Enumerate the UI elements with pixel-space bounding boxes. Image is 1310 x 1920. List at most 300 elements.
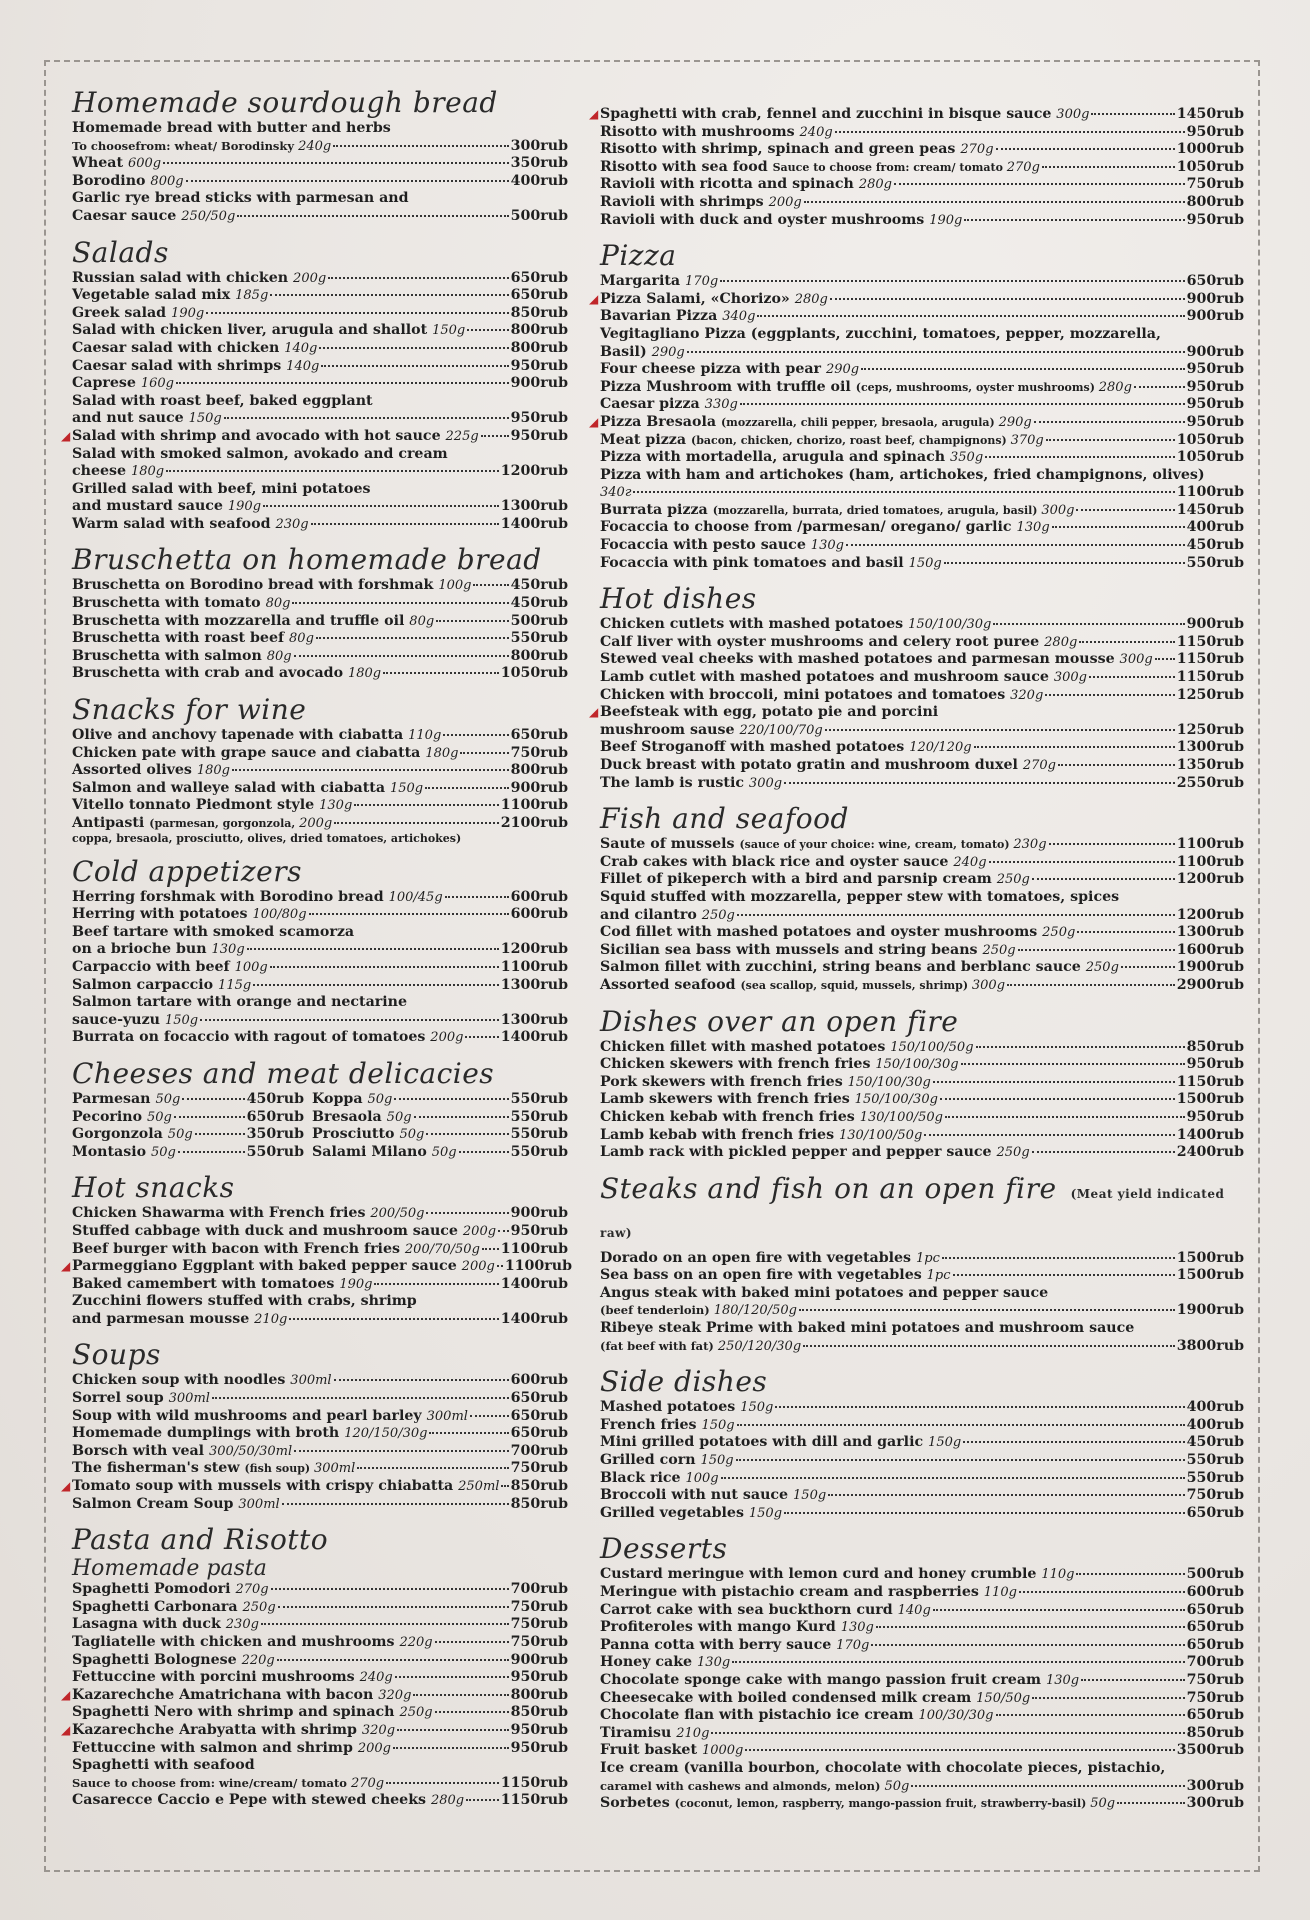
menu-item-spaghetti-with-crab-fennel-and-zucchini-[interactable]	[589, 106, 1244, 124]
menu-item-caesar-salad-with-chicken[interactable]	[72, 340, 568, 358]
item-weight: 80g	[409, 613, 435, 629]
item-name: Lasagna with duck 230g	[72, 1616, 259, 1633]
dot-leader	[270, 294, 508, 296]
item-name-line: Ice cream (vanilla bourbon, chocolate with chocolate pieces, pistachio,	[600, 1759, 1166, 1776]
menu-item-focaccia-with-pesto-sauce[interactable]	[600, 537, 1244, 555]
menu-item-fettuccine-with-porcini-mushrooms[interactable]	[72, 1669, 568, 1687]
item-name: Montasio 50g	[72, 1143, 176, 1160]
item-row	[72, 1634, 568, 1652]
item-name: Wheat 600g	[72, 155, 162, 172]
dot-leader	[501, 1485, 508, 1487]
menu-item-bruschetta-with-roast-beef[interactable]	[72, 630, 568, 648]
menu-item-caprese[interactable]	[72, 375, 568, 393]
menu-item-homemade-dumplings-with-broth[interactable]	[72, 1425, 568, 1443]
menu-item-chicken-cutlets-with-mashed-potatoes[interactable]	[600, 616, 1244, 634]
item-weight: 150g	[928, 1435, 962, 1451]
item-weight: 50g	[147, 1109, 172, 1125]
menu-item-homemade-bread-with-butter-and-herbs[interactable]	[72, 120, 568, 138]
item-name: and parmesan mousse 210g	[72, 1310, 288, 1327]
item-row	[72, 1775, 568, 1793]
menu-item-wheat[interactable]	[72, 155, 568, 173]
menu-item-dorado-on-an-open-fire-with-vegetables[interactable]	[600, 1250, 1244, 1268]
menu-item-borsch-with-veal[interactable]	[72, 1443, 568, 1461]
dot-leader	[465, 1036, 498, 1038]
menu-item-mini-grilled-potatoes-with-dill-and-garl[interactable]	[600, 1434, 1244, 1452]
menu-item-olive-and-anchovy-tapenade-with-ciabatta[interactable]	[72, 727, 568, 745]
item-row	[600, 176, 1244, 194]
menu-item-chicken-with-broccoli-mini-potatoes-and-[interactable]	[600, 687, 1244, 705]
section-desserts	[600, 1532, 1244, 1822]
item-weight: 270g	[960, 142, 994, 158]
menu-item-pizza-salami-chorizo[interactable]	[589, 290, 1244, 309]
menu-item-sauce-yuzu[interactable]	[72, 1012, 568, 1030]
item-price: 900rub	[510, 779, 568, 796]
menu-item-fruit-basket[interactable]	[600, 1742, 1244, 1760]
dot-leader	[253, 984, 499, 986]
item-row	[600, 106, 1244, 124]
menu-item-caesar-pizza[interactable]	[600, 396, 1244, 414]
section-gap	[600, 1813, 1244, 1823]
item-name: Salmon fillet with zucchini, string beans and berblanc sauce 250g	[600, 959, 1119, 976]
item-price: 950rub	[1186, 413, 1244, 430]
item-row	[312, 1144, 568, 1162]
menu-item-lamb-cutlet-with-mashed-potatoes-and-mus[interactable]	[600, 669, 1244, 687]
dot-leader	[426, 1133, 508, 1135]
item-weight: 320g	[361, 1722, 396, 1738]
menu-item-and-parmesan-mousse[interactable]	[72, 1311, 568, 1329]
item-price: 750rub	[510, 1634, 568, 1650]
menu-item-warm-salad-with-seafood[interactable]	[72, 516, 568, 534]
item-row	[600, 291, 1244, 309]
dot-leader	[182, 1098, 244, 1100]
menu-item-lamb-skewers-with-french-fries[interactable]	[600, 1091, 1244, 1109]
menu-item-focaccia-to-choose-from-parmesan-oregano[interactable]	[600, 519, 1244, 537]
item-name: Warm salad with seafood 230g	[72, 515, 309, 532]
menu-item-spaghetti-bolognese[interactable]	[72, 1652, 568, 1670]
menu-item-saute-of-mussels[interactable]	[600, 836, 1244, 854]
menu-item-parmeggiano-eggplant-with-baked-pepper-s[interactable]	[61, 1258, 573, 1276]
item-name: Mashed potatoes 150g	[600, 1399, 774, 1416]
item-weight: 50g	[884, 1778, 910, 1794]
menu-item-stewed-veal-cheeks-with-mashed-potatoes-[interactable]	[600, 651, 1244, 669]
menu-item-salami-milano[interactable]	[312, 1144, 568, 1162]
menu-item-borodino[interactable]	[72, 173, 568, 191]
menu-item-antipasti[interactable]	[72, 815, 568, 833]
menu-item-item[interactable]	[600, 484, 1244, 502]
section-title: Side dishes	[600, 1365, 768, 1399]
dot-leader	[1076, 1573, 1184, 1575]
menu-item-custard-meringue-with-lemon-curd-and-hon[interactable]	[600, 1566, 1244, 1584]
dot-leader	[195, 1133, 245, 1135]
item-weight: 140g	[286, 358, 320, 374]
section-gap	[72, 683, 568, 693]
menu-item-squid-stuffed-with-mozzarella-pepper-ste[interactable]	[600, 889, 1244, 907]
menu-item-black-rice[interactable]	[600, 1470, 1244, 1488]
item-row	[72, 1311, 568, 1329]
menu-item-panna-cotta-with-berry-sauce[interactable]	[600, 1637, 1244, 1655]
menu-item-beef-tenderloin[interactable]	[600, 1302, 1244, 1320]
menu-item-calf-liver-with-oyster-mushrooms-and-cel[interactable]	[600, 634, 1244, 652]
menu-item-beefsteak-with-egg-potato-pie-and-porcin[interactable]	[589, 704, 1244, 722]
menu-item-duck-breast-with-potato-gratin-and-mushr[interactable]	[600, 757, 1244, 775]
item-row	[600, 1338, 1244, 1356]
item-name: Broccoli with nut sauce 150g	[600, 1487, 827, 1504]
dot-leader	[354, 804, 499, 806]
menu-item-profiteroles-with-mango-kurd[interactable]	[600, 1619, 1244, 1637]
menu-item-meringue-with-pistachio-cream-and-raspbe[interactable]	[600, 1584, 1244, 1602]
menu-item-pizza-mushroom-with-truffle-oil[interactable]	[600, 379, 1244, 397]
menu-item-salad-with-chicken-liver-arugula-and-sha[interactable]	[72, 322, 568, 340]
item-name: Spaghetti Nero with shrimp and spinach 250g	[72, 1704, 433, 1721]
dot-leader	[212, 1397, 509, 1399]
item-weight: 250g	[701, 907, 735, 923]
item-weight: 150g	[740, 1400, 774, 1416]
dot-leader	[481, 435, 509, 437]
menu-item-lamb-kebab-with-french-fries[interactable]	[600, 1127, 1244, 1145]
menu-item-chicken-kebab-with-french-fries[interactable]	[600, 1109, 1244, 1127]
menu-item-chicken-pate-with-grape-sauce-and-ciabat[interactable]	[72, 745, 568, 763]
chili-pepper-icon: ◢	[589, 291, 599, 306]
item-weight: 200g	[462, 1223, 497, 1239]
item-weight: 150g	[700, 1453, 734, 1469]
item-row	[600, 1127, 1244, 1145]
dot-leader	[1032, 1151, 1175, 1153]
dot-leader	[270, 966, 499, 968]
dot-leader	[976, 1046, 1185, 1048]
item-name: Bruschetta with salmon 80g	[72, 647, 292, 664]
item-weight: 110g	[983, 1585, 1017, 1600]
item-price: 800rub	[510, 762, 568, 779]
menu-item-angus-steak-with-baked-mini-potatoes-and[interactable]	[600, 1285, 1244, 1303]
dot-leader	[282, 1503, 509, 1505]
menu-item-and-mustard-sauce[interactable]	[72, 498, 568, 516]
menu-item-risotto-with-mushrooms[interactable]	[600, 124, 1244, 142]
menu-item-lasagna-with-duck[interactable]	[72, 1616, 568, 1634]
menu-item-salmon-cream-soup[interactable]	[72, 1496, 568, 1514]
menu-item-bruschetta-with-crab-and-avocado[interactable]	[72, 665, 568, 683]
menu-item-burrata-on-focaccio-with-ragout-of-tomat[interactable]	[72, 1029, 568, 1047]
item-name-line: Homemade bread with butter and herbs	[72, 120, 391, 136]
item-name: on a brioche bun 130g	[72, 941, 245, 958]
item-row	[72, 1652, 568, 1670]
item-price: 1600rub	[1176, 941, 1244, 958]
menu-item-salad-with-smoked-salmon-avokado-and-cre[interactable]	[72, 446, 568, 464]
item-name: Antipasti (parmesan, gorgonzola, 200g	[72, 815, 333, 831]
menu-item-chocolate-sponge-cake-with-mango-passion[interactable]	[600, 1672, 1244, 1690]
menu-item-gorgonzola[interactable]	[72, 1126, 304, 1144]
item-name: Salad with chicken liver, arugula and shallot 150g	[72, 322, 466, 339]
item-weight: 120/150/30g	[344, 1426, 428, 1442]
menu-item-greek-salad[interactable]	[72, 305, 568, 323]
dot-leader	[436, 620, 509, 622]
item-weight: 270g	[350, 1775, 385, 1791]
menu-item-bruschetta-on-borodino-bread-with-forshm[interactable]	[72, 577, 568, 595]
dot-leader	[1018, 949, 1175, 951]
item-price: 2100rub	[500, 815, 568, 831]
menu-item-salmon-fillet-with-zucchini-string-beans[interactable]	[600, 959, 1244, 977]
item-name-line: Grilled salad with beef, mini potatoes	[72, 480, 371, 497]
menu-item-soup-with-wild-mushrooms-and-pearl-barle[interactable]	[72, 1408, 568, 1426]
menu-item-chicken-soup-with-noodles[interactable]	[72, 1372, 568, 1390]
section-gap	[72, 533, 568, 543]
menu-item-fettuccine-with-salmon-and-shrimp[interactable]	[72, 1740, 568, 1758]
menu-item-beef-tartare-with-smoked-scamorza[interactable]	[72, 924, 568, 942]
item-row	[72, 1687, 568, 1705]
item-price: 1400rub	[500, 1310, 568, 1327]
menu-item-cod-fillet-with-mashed-potatoes-and-oyst[interactable]	[600, 924, 1244, 942]
menu-item-burrata-pizza[interactable]	[600, 502, 1244, 520]
dot-leader	[435, 1641, 509, 1643]
item-name: Lamb kebab with french fries 130/100/50g	[600, 1126, 923, 1143]
dot-leader	[333, 145, 508, 147]
dot-leader	[271, 1588, 509, 1590]
menu-item-bruschetta-with-salmon[interactable]	[72, 648, 568, 666]
menu-item-pizza-with-ham-and-artichokes[interactable]	[600, 467, 1244, 485]
item-name: Caesar pizza 330g	[600, 396, 738, 413]
menu-item-coppa-bresaola-prosciutto-olives-dried-t[interactable]	[72, 833, 568, 845]
menu-item-mashed-potatoes[interactable]	[600, 1399, 1244, 1417]
item-weight: 290g	[825, 362, 860, 378]
menu-item-spaghetti-with-seafood[interactable]	[72, 1757, 568, 1775]
menu-item-meat-pizza[interactable]	[600, 432, 1244, 450]
item-price: 1450rub	[1176, 106, 1244, 122]
item-weight: 185g	[235, 288, 269, 304]
menu-item-tagliatelle-with-chicken-and-mushrooms[interactable]	[72, 1634, 568, 1652]
item-extra: (parmesan, gorgonzola,	[149, 817, 300, 830]
menu-item-parmesan[interactable]	[72, 1091, 304, 1109]
left-column	[61, 86, 573, 1820]
menu-item-risotto-with-shrimp-spinach-and-green-pe[interactable]	[600, 141, 1244, 159]
menu-item-chocolate-flan-with-pistachio-ice-cream[interactable]	[600, 1707, 1244, 1725]
menu-item-cheese[interactable]	[72, 463, 568, 481]
item-row	[72, 780, 568, 798]
dot-leader	[1134, 386, 1185, 388]
item-weight: 130g	[697, 1655, 731, 1671]
menu-item-margarita[interactable]	[600, 273, 1244, 291]
menu-item-risotto-with-sea-food[interactable]	[600, 159, 1244, 177]
menu-item-tomato-soup-with-mussels-with-crispy-chi[interactable]	[61, 1478, 568, 1496]
menu-item-vitello-tonnato-piedmont-style[interactable]	[72, 797, 568, 815]
item-weight: 220g	[241, 1652, 275, 1668]
item-weight: 115g	[218, 977, 252, 993]
menu-item-caramel-with-cashews-and-almonds-melon[interactable]	[600, 1778, 1244, 1796]
item-row	[600, 124, 1244, 142]
menu-item-grilled-vegetables[interactable]	[600, 1505, 1244, 1523]
menu-item-bruschetta-with-tomato[interactable]	[72, 595, 568, 613]
item-price: 700rub	[510, 1581, 568, 1598]
menu-item-pizza-bresaola[interactable]	[589, 413, 1244, 432]
menu-item-spaghetti-pomodori[interactable]	[72, 1581, 568, 1599]
menu-item-ravioli-with-shrimps[interactable]	[600, 194, 1244, 212]
item-weight: 230g	[1013, 837, 1047, 853]
menu-item-bruschetta-with-mozzarella-and-truffle-o[interactable]	[72, 613, 568, 631]
item-price: 450rub	[510, 595, 568, 612]
menu-item-beef-stroganoff-with-mashed-potatoes[interactable]	[600, 739, 1244, 757]
item-price: 700rub	[1186, 1654, 1244, 1671]
menu-item-herring-forshmak-with-borodino-bread[interactable]	[72, 889, 568, 907]
menu-item-sorrel-soup[interactable]	[72, 1390, 568, 1408]
item-price: 550rub	[510, 1126, 568, 1143]
menu-item-bavarian-pizza[interactable]	[600, 308, 1244, 326]
dot-leader	[830, 298, 1185, 300]
item-weight: 80g	[289, 631, 314, 647]
menu-item-carrot-cake-with-sea-buckthorn-curd[interactable]	[600, 1602, 1244, 1620]
menu-item-sicilian-sea-bass-with-mussels-and-strin[interactable]	[600, 942, 1244, 960]
menu-item-salmon-carpaccio[interactable]	[72, 977, 568, 995]
item-name: Kazarechche Arabyatta with shrimp 320g	[72, 1721, 396, 1738]
item-weight: 250g	[399, 1705, 433, 1721]
menu-item-the-fisherman-s-stew[interactable]	[72, 1460, 568, 1478]
dot-leader	[911, 1785, 1184, 1787]
item-weight: 210g	[254, 1311, 288, 1327]
menu-item-tiramisu[interactable]	[600, 1725, 1244, 1743]
menu-item-salmon-tartare-with-orange-and-nectarine[interactable]	[72, 994, 568, 1012]
menu-item-casarecce-caccio-e-pepe-with-stewed-chee[interactable]	[72, 1792, 568, 1810]
item-name: Risotto with shrimp, spinach and green peas 270g	[600, 141, 994, 158]
item-price: 900rub	[510, 1205, 568, 1222]
menu-item-baked-camembert-with-tomatoes[interactable]	[72, 1276, 568, 1294]
section-gap	[72, 1328, 568, 1338]
item-weight: 190g	[171, 305, 205, 321]
menu-item-ravioli-with-ricotta-and-spinach[interactable]	[600, 176, 1244, 194]
menu-item-spaghetti-carbonara[interactable]	[72, 1599, 568, 1617]
menu-item-pizza-with-mortadella-arugula-and-spinac[interactable]	[600, 449, 1244, 467]
menu-item-ice-cream[interactable]	[600, 1760, 1244, 1778]
item-name-line: Pizza with ham and artichokes (ham, artichokes, fried champignons, olives)	[600, 466, 1205, 483]
dot-leader	[721, 1477, 1185, 1479]
item-name: Chicken pate with grape sauce and ciabatta 180g	[72, 744, 459, 761]
menu-item-ravioli-with-duck-and-oyster-mushrooms[interactable]	[600, 212, 1244, 230]
item-name: Chocolate flan with pistachio ice cream 100/30/30g	[600, 1707, 994, 1724]
menu-item-kazarechche-amatrichana-with-bacon[interactable]	[61, 1686, 568, 1705]
menu-item-chicken-fillet-with-mashed-potatoes[interactable]	[600, 1039, 1244, 1057]
item-weight: 300g	[748, 775, 783, 791]
menu-item-zucchini-flowers-stuffed-with-crabs-shri[interactable]	[72, 1293, 568, 1311]
menu-item-caesar-sauce[interactable]	[72, 208, 568, 226]
item-name: Four cheese pizza with pear 290g	[600, 361, 860, 378]
item-weight: 130g	[810, 538, 844, 554]
menu-item-garlic-rye-bread-sticks-with-parmesan-an[interactable]	[72, 190, 568, 208]
menu-item-grilled-corn[interactable]	[600, 1452, 1244, 1470]
menu-item-caesar-salad-with-shrimps[interactable]	[72, 358, 568, 376]
menu-item-russian-salad-with-chicken[interactable]	[72, 270, 568, 288]
dot-leader	[745, 1749, 1174, 1751]
menu-item-sorbetes[interactable]	[600, 1795, 1244, 1813]
menu-item-prosciutto[interactable]	[312, 1126, 568, 1144]
item-price: 850rub	[510, 1478, 568, 1495]
menu-item-focaccia-with-pink-tomatoes-and-basil[interactable]	[600, 555, 1244, 573]
menu-item-carpaccio-with-beef[interactable]	[72, 959, 568, 977]
menu-item-sea-bass-on-an-open-fire-with-vegetables[interactable]	[600, 1267, 1244, 1285]
menu-item-honey-cake[interactable]	[600, 1654, 1244, 1672]
menu-item-sauce-to-choose-from-wine-cream-tomato[interactable]	[72, 1775, 568, 1793]
menu-item-crab-cakes-with-black-rice-and-oyster-sa[interactable]	[600, 854, 1244, 872]
item-weight: 240g	[799, 124, 833, 140]
menu-item-salad-with-roast-beef-baked-eggplant[interactable]	[72, 393, 568, 411]
dot-leader	[945, 1116, 1185, 1118]
item-weight: 150g	[748, 1505, 783, 1521]
dot-leader	[1032, 1697, 1184, 1699]
item-price: 650rub	[1186, 273, 1244, 290]
menu-item-lamb-rack-with-pickled-pepper-and-pepper[interactable]	[600, 1144, 1244, 1162]
menu-item-bresaola[interactable]	[312, 1109, 568, 1127]
item-weight: 370g	[1010, 432, 1044, 448]
item-name: Chicken skewers with french fries 150/100/30g	[600, 1056, 959, 1073]
menu-item-beef-burger-with-bacon-with-french-fries[interactable]	[72, 1241, 568, 1259]
menu-item-stuffed-cabbage-with-duck-and-mushroom-s[interactable]	[72, 1223, 568, 1241]
menu-item-herring-with-potatoes[interactable]	[72, 906, 568, 924]
item-name: Caesar sauce 250/50g	[72, 207, 236, 224]
item-weight: 50g	[155, 1091, 181, 1107]
item-name: Caprese 160g	[72, 375, 174, 392]
menu-item-fillet-of-pikeperch-with-a-bird-and-pars[interactable]	[600, 871, 1244, 889]
menu-item-and-cilantro[interactable]	[600, 907, 1244, 925]
item-name: Tomato soup with mussels with crispy chiabatta 250ml	[72, 1478, 500, 1495]
section-title: Pasta and Risotto	[72, 1523, 329, 1557]
menu-item-on-a-brioche-bun[interactable]	[72, 941, 568, 959]
menu-item-spaghetti-nero-with-shrimp-and-spinach[interactable]	[72, 1704, 568, 1722]
item-price: 1400rub	[500, 1029, 568, 1046]
item-price: 3500rub	[1176, 1742, 1244, 1759]
menu-item-salad-with-shrimp-and-avocado-with-hot-s[interactable]	[61, 427, 568, 446]
item-extra: (sauce of your choice: wine, cream, tomato)	[739, 838, 1014, 852]
item-row	[72, 727, 568, 745]
menu-item-chicken-skewers-with-french-fries[interactable]	[600, 1056, 1244, 1074]
item-row	[72, 1722, 568, 1740]
menu-item-pork-skewers-with-french-fries[interactable]	[600, 1074, 1244, 1092]
menu-item-mushroom-sause[interactable]	[600, 722, 1244, 740]
item-row	[600, 449, 1244, 467]
menu-item-montasio[interactable]	[72, 1144, 304, 1162]
item-row	[72, 173, 568, 191]
menu-item-koppa[interactable]	[312, 1091, 568, 1109]
section-steaks-and-fish-on-an-open-fire	[600, 1172, 1244, 1366]
item-price: 950rub	[1186, 396, 1244, 413]
menu-item-grilled-salad-with-beef-mini-potatoes[interactable]	[72, 481, 568, 499]
item-price: 850rub	[510, 1495, 568, 1512]
menu-item-pecorino[interactable]	[72, 1109, 304, 1127]
item-name: Bruschetta with roast beef 80g	[72, 630, 314, 647]
menu-item-cheesecake-with-boiled-condensed-milk-cr[interactable]	[600, 1690, 1244, 1708]
item-row	[72, 1616, 568, 1634]
menu-item-to-choosefrom-wheat-borodinsky[interactable]	[72, 138, 568, 156]
menu-item-ribeye-steak-prime-with-baked-mini-potat[interactable]	[600, 1320, 1244, 1338]
menu-item-french-fries[interactable]	[600, 1417, 1244, 1435]
item-price: 2550rub	[1176, 774, 1244, 791]
menu-item-kazarechche-arabyatta-with-shrimp[interactable]	[61, 1721, 568, 1740]
menu-item-four-cheese-pizza-with-pear[interactable]	[600, 361, 1244, 379]
menu-item-salmon-and-walleye-salad-with-ciabatta[interactable]	[72, 780, 568, 798]
menu-item-assorted-olives[interactable]	[72, 762, 568, 780]
item-name: Beef burger with bacon with French fries 200/70/50g	[72, 1240, 480, 1257]
item-price: 2900rub	[1176, 976, 1244, 993]
item-row	[600, 396, 1244, 414]
menu-item-the-lamb-is-rustic[interactable]	[600, 775, 1244, 793]
item-name: caramel with cashews and almonds, melon) 50g	[600, 1778, 910, 1794]
menu-item-vegetable-salad-mix[interactable]	[72, 287, 568, 305]
menu-item-and-nut-sauce[interactable]	[72, 410, 568, 428]
menu-item-chicken-shawarma-with-french-fries[interactable]	[72, 1205, 568, 1223]
menu-item-assorted-seafood[interactable]	[600, 977, 1244, 995]
section-gap	[600, 572, 1244, 582]
menu-item-vegitagliano-pizza[interactable]	[600, 326, 1244, 344]
item-name: Parmeggiano Eggplant with baked pepper sauce 200g	[72, 1258, 495, 1275]
menu-item-fat-beef-with-fat[interactable]	[600, 1338, 1244, 1356]
item-weight: 250ml	[458, 1479, 500, 1495]
menu-item-basil[interactable]	[600, 344, 1244, 362]
menu-item-broccoli-with-nut-sauce[interactable]	[600, 1487, 1244, 1505]
item-name: Risotto with mushrooms 240g	[600, 123, 833, 140]
